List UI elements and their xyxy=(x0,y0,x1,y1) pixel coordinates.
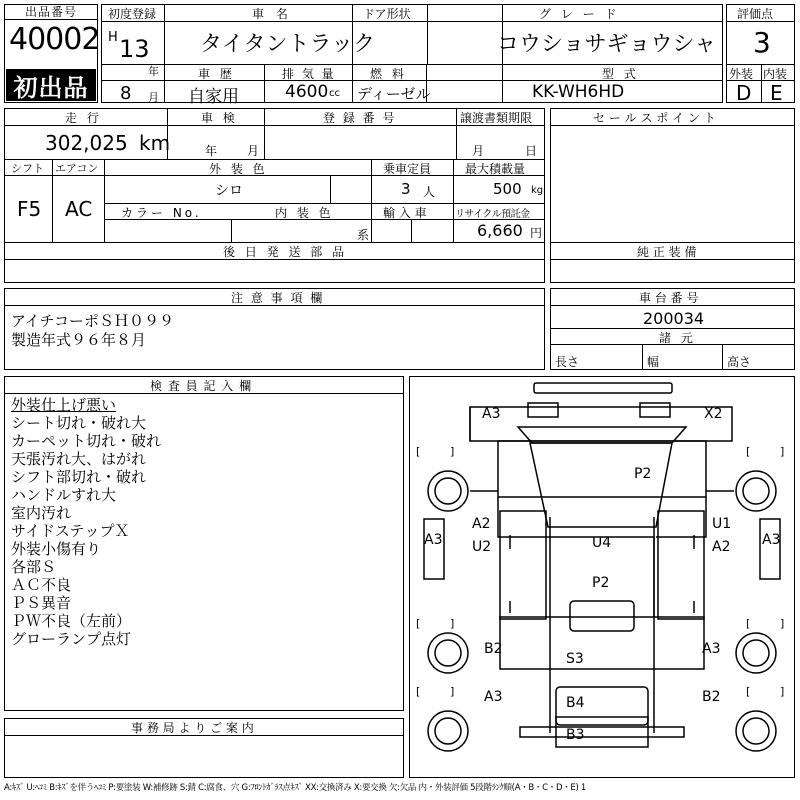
bracket-open: [ xyxy=(416,685,421,698)
history-value: 自家用 xyxy=(188,87,239,107)
inspector-line: ＰＳ異音 xyxy=(11,594,72,612)
inspector-line: ＡＣ不良 xyxy=(11,576,72,594)
sales-point-label: セ ー ル ス ポ イ ン ト xyxy=(593,111,716,125)
inspector-line: 外装小傷有り xyxy=(11,540,102,558)
inspector-line: サイドステップＸ xyxy=(11,522,130,540)
inspector-line: グローランプ点灯 xyxy=(11,630,132,648)
truck-outline-svg xyxy=(410,377,794,777)
mark-b3: B3 xyxy=(566,727,585,743)
mark-u4: U4 xyxy=(592,535,612,551)
transfer-label: 譲渡書類期限 xyxy=(460,111,533,125)
history-label: 車 歴 xyxy=(198,67,235,81)
grade-label: グ レ ー ド xyxy=(539,7,620,21)
fuel-label: 燃 料 xyxy=(370,67,407,81)
vehicle-diagram xyxy=(409,376,795,778)
mark-p2-mid: P2 xyxy=(592,575,610,591)
mileage-unit: km xyxy=(139,131,171,155)
inspection-month-unit: 月 xyxy=(247,144,260,158)
mark-x2-top-right: X2 xyxy=(704,406,723,422)
mileage-value: 302,025 xyxy=(45,131,128,155)
inspector-line: ＰＷ不良（左前） xyxy=(11,612,132,630)
mark-a2-left: A2 xyxy=(472,516,491,532)
mark-b4: B4 xyxy=(566,695,585,711)
inspector-block xyxy=(4,376,404,711)
year-unit: 年 xyxy=(148,65,159,78)
mark-a2-right: A2 xyxy=(712,539,731,555)
sales-point-block xyxy=(550,108,795,283)
exterior-color-value: シロ xyxy=(215,183,243,199)
disp-unit: cc xyxy=(329,88,340,99)
bracket-open: [ xyxy=(416,617,421,630)
shift-value: F5 xyxy=(17,197,42,221)
dims-label: 諸 元 xyxy=(659,331,696,345)
import-label: 輸 入 車 xyxy=(383,206,427,220)
office-label: 事 務 局 よ り ご 案 内 xyxy=(131,721,254,735)
caution-line-1: アイチコーポＳＨ０９９ xyxy=(11,312,175,330)
mark-b2-right: B2 xyxy=(702,689,721,705)
inspector-label: 検 査 員 記 入 欄 xyxy=(150,379,253,393)
inspector-line: カーペット切れ・破れ xyxy=(11,432,162,450)
mark-s3: S3 xyxy=(566,651,584,667)
fuel-value: ディーゼル xyxy=(357,85,431,103)
lot-label: 出品番号 xyxy=(5,5,97,20)
reg-no-label: 登 録 番 号 xyxy=(323,111,397,125)
first-reg-label: 初度登録 xyxy=(108,7,157,21)
first-listing-text: 初出品 xyxy=(13,73,89,102)
caution-label: 注 意 事 項 欄 xyxy=(231,291,325,305)
first-listing-badge xyxy=(6,69,96,101)
shift-label: シフト xyxy=(11,162,44,175)
bracket-open: [ xyxy=(746,617,751,630)
inspector-line: ハンドルすれ大 xyxy=(11,486,117,504)
exterior-color-label: 外 装 色 xyxy=(209,162,268,176)
caution-block xyxy=(4,288,545,370)
mark-a3-right-lower: A3 xyxy=(702,641,721,657)
height-label: 高さ xyxy=(727,355,752,369)
bracket-close: ] xyxy=(450,685,455,698)
inspector-line: 室内汚れ xyxy=(11,504,72,522)
capacity-value: 3 xyxy=(401,180,411,198)
mark-a3-top-left: A3 xyxy=(482,406,501,422)
chassis-block xyxy=(550,288,795,370)
era-letter: H xyxy=(108,30,118,45)
header-grid xyxy=(101,4,723,107)
length-label: 長さ xyxy=(555,355,580,369)
mark-p2-upper: P2 xyxy=(634,466,652,482)
mark-a3-left-lower: A3 xyxy=(484,689,503,705)
max-load-unit: kg xyxy=(531,185,544,196)
bracket-close: ] xyxy=(780,685,785,698)
aircon-value: AC xyxy=(65,197,93,221)
mark-u2-left: U2 xyxy=(472,539,492,555)
mark-b2-left: B2 xyxy=(484,641,503,657)
max-load-value: 500 xyxy=(493,180,522,198)
reg-month: 8 xyxy=(120,83,132,104)
score-value: 3 xyxy=(753,26,771,59)
score-block xyxy=(726,4,795,103)
vehicle-details-grid xyxy=(4,108,545,283)
aircon-label: エアコン xyxy=(55,162,99,175)
genuine-equipment-label: 純 正 装 備 xyxy=(637,245,697,259)
inspector-line: 各部Ｓ xyxy=(11,558,57,576)
max-load-label: 最大積載量 xyxy=(465,162,526,176)
grade-value: コウショサギョウシャ xyxy=(497,32,717,57)
transfer-month-unit: 月 xyxy=(472,144,485,158)
interior-color-unit: 系 xyxy=(357,228,370,242)
width-label: 幅 xyxy=(647,355,660,369)
inspector-line: シート切れ・破れ大 xyxy=(11,414,147,432)
ext-label: 外装 xyxy=(729,67,754,81)
capacity-label: 乗車定員 xyxy=(383,162,432,176)
capacity-unit: 人 xyxy=(423,185,436,199)
bracket-open: [ xyxy=(746,445,751,458)
int-grade: E xyxy=(770,81,783,105)
disp-value: 4600 xyxy=(285,82,329,102)
bracket-close: ] xyxy=(450,617,455,630)
ext-grade: D xyxy=(736,81,752,105)
chassis-number: 200034 xyxy=(643,309,705,328)
door-label: ドア形状 xyxy=(363,7,411,21)
bracket-open: [ xyxy=(416,445,421,458)
inspector-line: シフト部切れ・破れ xyxy=(11,468,147,486)
inspector-line: 天張汚れ大、はがれ xyxy=(11,450,147,468)
transfer-day-unit: 日 xyxy=(525,144,538,158)
inspector-line: 外装仕上げ悪い xyxy=(11,396,117,414)
chassis-label: 車 台 番 号 xyxy=(639,291,699,305)
month-unit: 月 xyxy=(148,91,159,104)
bracket-open: [ xyxy=(746,685,751,698)
recycle-value: 6,660 xyxy=(477,221,523,240)
int-label: 内装 xyxy=(763,67,788,81)
model-label: 型 式 xyxy=(602,67,639,81)
reg-year: 13 xyxy=(119,35,150,63)
caution-line-2: 製造年式９６年８月 xyxy=(11,331,147,349)
later-parts-label: 後 日 発 送 部 品 xyxy=(223,245,348,259)
inspector-notes xyxy=(11,396,161,648)
recycle-label: リサイクル預託金 xyxy=(455,209,530,220)
damage-legend: A:ｷｽﾞ U:ﾍｺﾐ B:ｷｽﾞを伴うﾍｺﾐ P:要塗装 W:補修跡 S:錆 C:腐食、穴 G:ﾌﾛﾝﾄｶﾞﾗｽ点ｷｽﾞ XX:交換済み X:要交換 欠:欠品 内・外装評価 5段階ﾗﾝｸ順(A・B・C・D・E) 1 xyxy=(4,783,587,793)
car-name: タイタントラック xyxy=(200,32,376,57)
inspection-label: 車 検 xyxy=(201,111,238,125)
bracket-close: ] xyxy=(780,617,785,630)
recycle-unit: 円 xyxy=(530,226,543,240)
mark-u1-right: U1 xyxy=(712,516,732,532)
lot-number: 40002 xyxy=(9,22,100,57)
office-block xyxy=(4,718,404,778)
color-no-label: カラー No. xyxy=(121,206,202,220)
bracket-close: ] xyxy=(450,445,455,458)
car-name-label: 車 名 xyxy=(252,7,292,21)
mark-a3-right-side: A3 xyxy=(762,532,781,548)
mark-a3-left-side: A3 xyxy=(424,532,443,548)
disp-label: 排 気 量 xyxy=(282,67,336,81)
interior-color-label: 内 装 色 xyxy=(275,206,334,220)
bracket-close: ] xyxy=(780,445,785,458)
lot-block xyxy=(4,4,98,103)
mileage-label: 走 行 xyxy=(65,111,102,125)
model-value: KK-WH6HD xyxy=(532,82,625,102)
inspection-year-unit: 年 xyxy=(205,144,218,158)
score-label: 評価点 xyxy=(737,7,774,21)
